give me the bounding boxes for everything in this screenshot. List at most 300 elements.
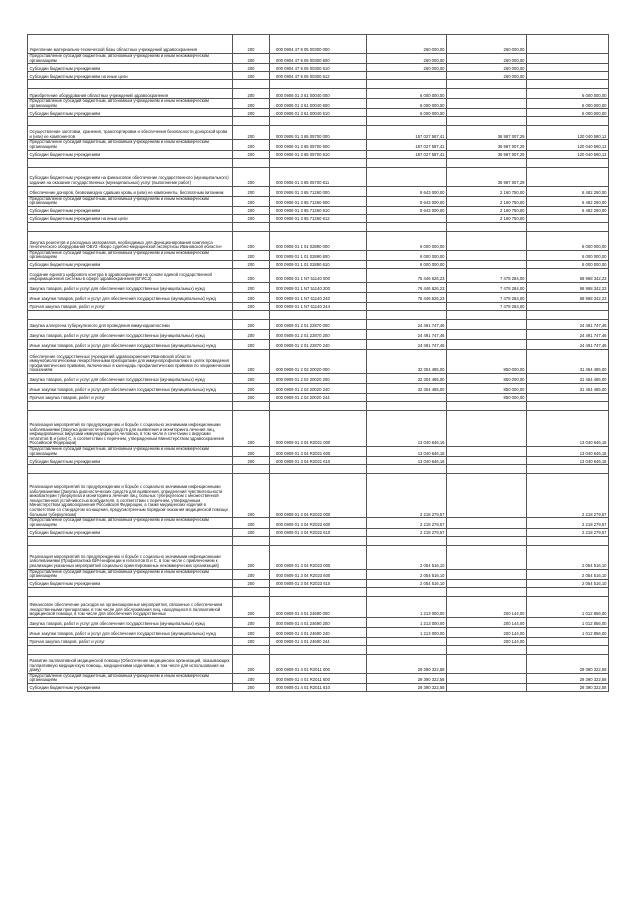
row-executed-amount: 2 160 750,00: [447, 186, 527, 196]
empty-cell: [28, 587, 233, 596]
row-name: Осуществление заготовки, хранения, транспортировки и обеспечения безопасности донорской крови и (или) ее компонентов: [28, 126, 233, 140]
empty-cell: [270, 402, 367, 411]
table-row: [28, 303, 609, 311]
row-name: Субсидии бюджетным учреждениям: [28, 457, 233, 465]
empty-cell: [367, 465, 447, 474]
spacer-row: [28, 222, 609, 231]
row-approved-amount: 32 304 485,00: [367, 384, 447, 394]
row-line-code: 200: [233, 283, 270, 293]
row-unexecuted-amount: 29 390 322,58: [527, 673, 609, 683]
row-name: Обеспечение государственных учреждений здравоохранения Ивановской области иммунобиологическими лекарственными препаратами для иммунопрофилактики в целях проведения профилактических прививок, включенных в календарь профилактических прививок по эпидемическим показаниям: [28, 350, 233, 374]
row-line-code: 200: [233, 64, 270, 72]
table-row: [28, 167, 609, 186]
row-line-code: 200: [233, 167, 270, 186]
table-row: [28, 283, 609, 293]
row-name: Реализация мероприятий по предупреждению и борьбе с социально значимыми инфекционными заболеваниями (Профилактика ВИЧ-инфекции и гепатитов В и С, в том числе с привлечением к реализации указанных мероприятий социально ориентированных некоммерческих организаций): [28, 545, 233, 569]
row-name: Иные закупки товаров, работ и услуг для обеспечения государственных (муниципальных) нужд: [28, 627, 233, 637]
table-row: [28, 340, 609, 350]
empty-cell: [233, 158, 270, 167]
row-name: Субсидии бюджетным учреждениям: [28, 261, 233, 269]
empty-cell: [28, 311, 233, 320]
row-budget-code: 000 0909 01 3 04 R2022 610: [270, 528, 367, 536]
row-approved-amount: 2 054 516,10: [367, 569, 447, 579]
empty-cell: [367, 402, 447, 411]
row-budget-code: 000 0909 01 3 04 R2023 000: [270, 545, 367, 569]
table-row: [28, 627, 609, 637]
row-unexecuted-amount: 29 390 322,58: [527, 683, 609, 691]
row-unexecuted-amount: [527, 214, 609, 222]
row-line-code: 200: [233, 673, 270, 683]
row-name: Создание единого цифрового контура в здравоохранении на основе единой государственной информационной системы в сфере здравоохранения (ЕГИСЗ): [28, 269, 233, 283]
row-name: Прочая закупка товаров, работ и услуг: [28, 637, 233, 645]
table-row: [28, 654, 609, 673]
row-line-code: 200: [233, 457, 270, 465]
row-name: Реализация мероприятий по предупреждению и борьбе с социально значимыми инфекционными заболеваниями (Закупка диагностических средств для выявления и мониторинга лечения лиц, инфицированных вирусами иммунодефицита человека, в том числе в сочетании с вирусами гепатитов В и (или) С, в соответствии с перечнем, утвержденным Министерством здравоохранения Российской Федерации): [28, 411, 233, 447]
empty-cell: [447, 117, 527, 126]
row-approved-amount: 13 040 646,16: [367, 457, 447, 465]
row-unexecuted-amount: 68 968 342,23: [527, 283, 609, 293]
row-line-code: 200: [233, 261, 270, 269]
row-executed-amount: [447, 474, 527, 518]
table-row: [28, 320, 609, 330]
row-name: Иные закупки товаров, работ и услуг для обеспечения государственных (муниципальных) нужд: [28, 384, 233, 394]
row-name: Закупка аллергена туберкулезного для проведения иммунодиагностики: [28, 320, 233, 330]
row-executed-amount: [447, 261, 527, 269]
row-budget-code: 000 0909 01 3 04 R2023 610: [270, 579, 367, 587]
row-name: Иные закупки товаров, работ и услуг для обеспечения государственных (муниципальных) нужд: [28, 340, 233, 350]
empty-cell: [270, 536, 367, 545]
empty-cell: [233, 587, 270, 596]
row-name: Предоставление субсидий бюджетным, автономным учреждениям и иным некоммерческим организациям: [28, 250, 233, 260]
row-line-code: 200: [233, 72, 270, 80]
row-executed-amount: 7 478 284,00: [447, 293, 527, 303]
row-approved-amount: 157 027 587,41: [367, 126, 447, 140]
table-row: [28, 72, 609, 80]
row-executed-amount: 36 987 007,29: [447, 167, 527, 186]
row-unexecuted-amount: 120 040 580,12: [527, 150, 609, 158]
row-line-code: 200: [233, 637, 270, 645]
table-row: [28, 447, 609, 457]
row-line-code: 200: [233, 340, 270, 350]
row-line-code: 200: [233, 293, 270, 303]
row-budget-code: 000 0906 01 3 65 71260 600: [270, 196, 367, 206]
row-budget-code: 000 0909 01 1 N7 51140 200: [270, 283, 367, 293]
row-unexecuted-amount: 68 968 342,23: [527, 269, 609, 283]
row-budget-code: 000 0909 01 1 01 02890 000: [270, 231, 367, 250]
row-executed-amount: 850 000,00: [447, 374, 527, 384]
row-line-code: 200: [233, 545, 270, 569]
row-approved-amount: 6 000 000,00: [367, 261, 447, 269]
table-row: [28, 683, 609, 691]
row-budget-code: 000 0909 01 3 04 R2022 600: [270, 518, 367, 528]
row-name: Приобретение оборудования областных учреждений здравоохранения: [28, 89, 233, 99]
row-line-code: 200: [233, 35, 270, 54]
row-unexecuted-amount: 6 000 000,00: [527, 109, 609, 117]
row-budget-code: 000 0906 01 3 65 71260 612: [270, 214, 367, 222]
row-name: Реализация мероприятий по предупреждению и борьбе с социально значимыми инфекционными заболеваниями (Закупка диагностических средств для выявления, определения чувствительности микобактерии туберкулеза и мониторинга лечения лиц, больных туберкулезом с множественной лекарственной устойчивостью возбудителя, в соответствии с перечнем, утвержденным Министерством здравоохранения Российской Федерации, а также медицинских изделий в соответствии со стандартом оснащения, предусмотренным порядком оказания медицинской помощи больным туберкулезом): [28, 474, 233, 518]
table-row: [28, 617, 609, 627]
row-budget-code: 000 0909 01 2 02 20020 240: [270, 384, 367, 394]
row-executed-amount: 260 000,00: [447, 35, 527, 54]
row-executed-amount: 260 000,00: [447, 64, 527, 72]
row-executed-amount: 2 160 750,00: [447, 214, 527, 222]
row-unexecuted-amount: 24 491 747,46: [527, 330, 609, 340]
empty-cell: [28, 465, 233, 474]
row-line-code: 200: [233, 269, 270, 283]
row-budget-code: 000 0909 01 4 01 24690 244: [270, 637, 367, 645]
row-name: Субсидии бюджетным учреждениям на иные цели: [28, 72, 233, 80]
row-name: Закупка товаров, работ и услуг для обеспечения государственных (муниципальных) нужд: [28, 330, 233, 340]
empty-cell: [270, 222, 367, 231]
row-line-code: 200: [233, 250, 270, 260]
table-row: [28, 214, 609, 222]
row-approved-amount: 24 491 747,46: [367, 340, 447, 350]
row-name: Укрепление материально-технической базы областных учреждений здравоохранения: [28, 35, 233, 54]
row-name: Субсидии бюджетным учреждениям: [28, 683, 233, 691]
row-budget-code: 000 0906 01 3 61 00040 000: [270, 89, 367, 99]
row-budget-code: 000 0909 01 2 02 20020 000: [270, 350, 367, 374]
row-executed-amount: [447, 447, 527, 457]
table-row: [28, 518, 609, 528]
empty-cell: [527, 222, 609, 231]
empty-cell: [28, 222, 233, 231]
row-unexecuted-amount: [527, 54, 609, 64]
row-executed-amount: [447, 673, 527, 683]
row-line-code: 200: [233, 196, 270, 206]
empty-cell: [367, 80, 447, 89]
row-name: Субсидии бюджетным учреждениям: [28, 206, 233, 214]
row-budget-code: 000 0906 01 3 61 00040 610: [270, 109, 367, 117]
row-budget-code: 000 0906 01 3 65 05700 610: [270, 150, 367, 158]
row-line-code: 200: [233, 99, 270, 109]
empty-cell: [233, 465, 270, 474]
budget-table: [27, 34, 609, 692]
empty-cell: [270, 587, 367, 596]
row-budget-code: 000 0904 47 9 05 00300 610: [270, 64, 367, 72]
empty-cell: [447, 536, 527, 545]
row-name: Субсидии бюджетным учреждениям: [28, 150, 233, 158]
row-unexecuted-amount: 6 482 250,00: [527, 186, 609, 196]
row-executed-amount: [447, 569, 527, 579]
row-unexecuted-amount: 6 482 250,00: [527, 196, 609, 206]
row-budget-code: 000 0904 47 9 05 00300 600: [270, 54, 367, 64]
row-executed-amount: [447, 545, 527, 569]
row-budget-code: 000 0906 01 3 65 71260 000: [270, 186, 367, 196]
row-approved-amount: 6 000 000,00: [367, 250, 447, 260]
row-executed-amount: [447, 250, 527, 260]
row-line-code: 200: [233, 320, 270, 330]
row-unexecuted-amount: 13 040 646,16: [527, 447, 609, 457]
row-unexecuted-amount: 120 040 580,12: [527, 140, 609, 150]
row-executed-amount: [447, 411, 527, 447]
empty-cell: [28, 117, 233, 126]
spacer-row: [28, 80, 609, 89]
table-row: [28, 231, 609, 250]
row-executed-amount: 36 987 007,29: [447, 140, 527, 150]
row-unexecuted-amount: 29 390 322,58: [527, 654, 609, 673]
table-row: [28, 140, 609, 150]
row-unexecuted-amount: 2 218 279,57: [527, 518, 609, 528]
row-line-code: 200: [233, 186, 270, 196]
row-executed-amount: [447, 109, 527, 117]
empty-cell: [367, 311, 447, 320]
row-unexecuted-amount: 6 000 000,00: [527, 89, 609, 99]
row-name: Предоставление субсидий бюджетным, автономным учреждениям и иным некоммерческим организациям: [28, 99, 233, 109]
row-name: Предоставление субсидий бюджетным, автономным учреждениям и иным некоммерческим организациям: [28, 140, 233, 150]
row-approved-amount: 29 390 322,58: [367, 654, 447, 673]
row-name: Предоставление субсидий бюджетным, автономным учреждениям и иным некоммерческим организациям: [28, 673, 233, 683]
row-executed-amount: [447, 457, 527, 465]
row-executed-amount: [447, 518, 527, 528]
row-line-code: 200: [233, 447, 270, 457]
row-unexecuted-amount: 24 491 747,46: [527, 320, 609, 330]
row-line-code: 200: [233, 303, 270, 311]
row-executed-amount: [447, 89, 527, 99]
row-approved-amount: [367, 167, 447, 186]
row-executed-amount: 2 160 750,00: [447, 196, 527, 206]
row-executed-amount: 36 987 007,29: [447, 150, 527, 158]
row-budget-code: 000 0909 01 2 01 22870 200: [270, 330, 367, 340]
row-unexecuted-amount: 2 054 516,10: [527, 579, 609, 587]
empty-cell: [28, 645, 233, 654]
row-budget-code: 000 0909 01 3 04 R2021 610: [270, 457, 367, 465]
table-row: [28, 579, 609, 587]
spacer-row: [28, 587, 609, 596]
row-name: Субсидии бюджетным учреждениям: [28, 579, 233, 587]
row-budget-code: 000 0909 01 1 N7 51140 240: [270, 293, 367, 303]
empty-cell: [233, 311, 270, 320]
row-approved-amount: [367, 72, 447, 80]
spacer-row: [28, 645, 609, 654]
empty-cell: [527, 465, 609, 474]
row-approved-amount: 8 643 000,00: [367, 196, 447, 206]
empty-cell: [447, 587, 527, 596]
row-unexecuted-amount: 31 454 485,00: [527, 384, 609, 394]
row-unexecuted-amount: [527, 303, 609, 311]
row-unexecuted-amount: 120 040 580,12: [527, 126, 609, 140]
row-executed-amount: 2 160 750,00: [447, 206, 527, 214]
table-row: [28, 293, 609, 303]
row-line-code: 200: [233, 617, 270, 627]
empty-cell: [447, 80, 527, 89]
row-line-code: 200: [233, 384, 270, 394]
row-executed-amount: 200 144,00: [447, 596, 527, 617]
row-budget-code: 000 0909 01 4 01 24690 240: [270, 627, 367, 637]
row-executed-amount: 200 144,00: [447, 617, 527, 627]
row-line-code: 200: [233, 654, 270, 673]
row-executed-amount: 260 000,00: [447, 54, 527, 64]
row-executed-amount: 200 144,00: [447, 637, 527, 645]
row-executed-amount: 36 987 007,29: [447, 126, 527, 140]
empty-cell: [527, 80, 609, 89]
row-budget-code: 000 0909 01 3 04 R2021 000: [270, 411, 367, 447]
row-line-code: 200: [233, 474, 270, 518]
table-row: [28, 196, 609, 206]
row-approved-amount: 13 040 646,16: [367, 411, 447, 447]
empty-cell: [527, 587, 609, 596]
table-row: [28, 374, 609, 384]
row-budget-code: 000 0909 01 4 01 R2011 000: [270, 654, 367, 673]
row-unexecuted-amount: [527, 637, 609, 645]
row-line-code: 200: [233, 214, 270, 222]
row-line-code: 200: [233, 330, 270, 340]
table-row: [28, 186, 609, 196]
empty-cell: [367, 222, 447, 231]
row-budget-code: 000 0906 01 3 65 05700 611: [270, 167, 367, 186]
row-budget-code: 000 0909 01 3 04 R2021 600: [270, 447, 367, 457]
row-line-code: 200: [233, 596, 270, 617]
row-approved-amount: 157 027 587,41: [367, 150, 447, 158]
row-executed-amount: 7 478 284,00: [447, 303, 527, 311]
empty-cell: [527, 402, 609, 411]
row-approved-amount: 260 000,00: [367, 64, 447, 72]
empty-cell: [28, 158, 233, 167]
row-line-code: 200: [233, 350, 270, 374]
row-executed-amount: 260 000,00: [447, 72, 527, 80]
table-row: [28, 394, 609, 402]
row-budget-code: 000 0909 01 3 04 R2023 600: [270, 569, 367, 579]
row-approved-amount: 2 218 279,57: [367, 528, 447, 536]
row-budget-code: 000 0909 01 2 01 22870 000: [270, 320, 367, 330]
row-executed-amount: [447, 231, 527, 250]
row-executed-amount: 7 478 284,00: [447, 283, 527, 293]
row-executed-amount: [447, 330, 527, 340]
row-executed-amount: [447, 340, 527, 350]
row-unexecuted-amount: 2 054 516,10: [527, 545, 609, 569]
table-row: [28, 109, 609, 117]
row-approved-amount: 24 491 747,46: [367, 320, 447, 330]
row-unexecuted-amount: 2 218 279,57: [527, 474, 609, 518]
row-line-code: 200: [233, 54, 270, 64]
empty-cell: [367, 158, 447, 167]
row-approved-amount: 6 000 000,00: [367, 231, 447, 250]
row-budget-code: 000 0906 01 3 61 00040 600: [270, 99, 367, 109]
row-unexecuted-amount: [527, 64, 609, 72]
row-approved-amount: 2 218 279,57: [367, 518, 447, 528]
row-executed-amount: [447, 579, 527, 587]
row-name: Иные закупки товаров, работ и услуг для обеспечения государственных (муниципальных) нужд: [28, 293, 233, 303]
table-row: [28, 411, 609, 447]
row-unexecuted-amount: 13 040 646,16: [527, 457, 609, 465]
row-budget-code: 000 0904 47 9 05 00300 612: [270, 72, 367, 80]
row-name: Закупка товаров, работ и услуг для обеспечения государственных (муниципальных) нужд: [28, 617, 233, 627]
table-row: [28, 330, 609, 340]
row-name: Прочая закупка товаров, работ и услуг: [28, 394, 233, 402]
row-line-code: 200: [233, 89, 270, 99]
row-budget-code: 000 0909 01 2 02 20020 244: [270, 394, 367, 402]
row-line-code: 200: [233, 569, 270, 579]
row-unexecuted-amount: 24 491 747,46: [527, 340, 609, 350]
table-row: [28, 99, 609, 109]
row-line-code: 200: [233, 394, 270, 402]
row-approved-amount: 260 000,00: [367, 35, 447, 54]
row-approved-amount: 24 491 747,46: [367, 330, 447, 340]
row-unexecuted-amount: 13 040 646,16: [527, 411, 609, 447]
row-line-code: 200: [233, 374, 270, 384]
row-executed-amount: [447, 654, 527, 673]
row-approved-amount: 76 446 626,23: [367, 269, 447, 283]
row-approved-amount: [367, 394, 447, 402]
row-unexecuted-amount: 1 012 856,00: [527, 617, 609, 627]
row-budget-code: 000 0909 01 4 01 R2011 600: [270, 673, 367, 683]
empty-cell: [367, 536, 447, 545]
row-approved-amount: 6 000 000,00: [367, 89, 447, 99]
table-row: [28, 569, 609, 579]
empty-cell: [270, 465, 367, 474]
empty-cell: [447, 222, 527, 231]
empty-cell: [233, 536, 270, 545]
empty-cell: [527, 536, 609, 545]
table-row: [28, 545, 609, 569]
table-row: [28, 126, 609, 140]
row-line-code: 200: [233, 206, 270, 214]
row-unexecuted-amount: 68 968 342,23: [527, 293, 609, 303]
empty-cell: [270, 311, 367, 320]
row-unexecuted-amount: 2 054 516,10: [527, 569, 609, 579]
row-approved-amount: 29 390 322,58: [367, 673, 447, 683]
row-unexecuted-amount: 31 454 485,00: [527, 374, 609, 384]
empty-cell: [527, 158, 609, 167]
row-line-code: 200: [233, 126, 270, 140]
row-name: Закупка товаров, работ и услуг для обеспечения государственных (муниципальных) нужд: [28, 374, 233, 384]
table-row: [28, 474, 609, 518]
empty-cell: [233, 80, 270, 89]
row-budget-code: 000 0909 01 1 01 02890 610: [270, 261, 367, 269]
row-approved-amount: 1 213 000,00: [367, 596, 447, 617]
row-line-code: 200: [233, 683, 270, 691]
row-approved-amount: 260 000,00: [367, 54, 447, 64]
empty-cell: [447, 311, 527, 320]
row-approved-amount: 8 643 000,00: [367, 206, 447, 214]
row-executed-amount: 850 000,00: [447, 350, 527, 374]
row-name: Финансовое обеспечение расходов на организационные мероприятия, связанные с обеспечением лекарственными препаратами, в том числе для обслуживания лиц, находящихся в паллиативной медицинской помощи, в том числе для обеспечения государственных: [28, 596, 233, 617]
row-executed-amount: [447, 528, 527, 536]
table-row: [28, 596, 609, 617]
empty-cell: [270, 158, 367, 167]
spacer-row: [28, 536, 609, 545]
row-approved-amount: 157 027 587,41: [367, 140, 447, 150]
row-name: Развитие паллиативной медицинской помощи (Обеспечение медицинских организаций, оказывающих паллиативную медицинскую помощь, медицинскими изделиями, в том числе для использования на дому): [28, 654, 233, 673]
row-name: Субсидии бюджетным учреждениям: [28, 109, 233, 117]
row-approved-amount: 76 446 626,23: [367, 293, 447, 303]
row-budget-code: 000 0906 01 3 65 05700 000: [270, 126, 367, 140]
spacer-row: [28, 465, 609, 474]
spacer-row: [28, 311, 609, 320]
row-line-code: 200: [233, 150, 270, 158]
row-name: Предоставление субсидий бюджетным, автономным учреждениям и иным некоммерческим организациям: [28, 196, 233, 206]
row-executed-amount: [447, 683, 527, 691]
table-row: [28, 250, 609, 260]
empty-cell: [270, 645, 367, 654]
empty-cell: [447, 402, 527, 411]
row-name: Субсидии бюджетным учреждениям на финансовое обеспечение государственного (муниципального) задания на оказание государственных (муниципальных) услуг (выполнение работ): [28, 167, 233, 186]
row-name: Субсидии бюджетным учреждениям: [28, 64, 233, 72]
row-line-code: 200: [233, 231, 270, 250]
row-line-code: 200: [233, 140, 270, 150]
row-budget-code: 000 0909 01 2 01 22870 240: [270, 340, 367, 350]
row-line-code: 200: [233, 411, 270, 447]
row-name: Предоставление субсидий бюджетным, автономным учреждениям и иным некоммерческим организациям: [28, 54, 233, 64]
empty-cell: [233, 117, 270, 126]
row-executed-amount: 200 144,00: [447, 627, 527, 637]
row-unexecuted-amount: [527, 35, 609, 54]
table-row: [28, 54, 609, 64]
row-unexecuted-amount: 6 000 000,00: [527, 231, 609, 250]
spacer-row: [28, 158, 609, 167]
row-approved-amount: 32 304 485,00: [367, 350, 447, 374]
row-line-code: 200: [233, 518, 270, 528]
row-line-code: 200: [233, 109, 270, 117]
